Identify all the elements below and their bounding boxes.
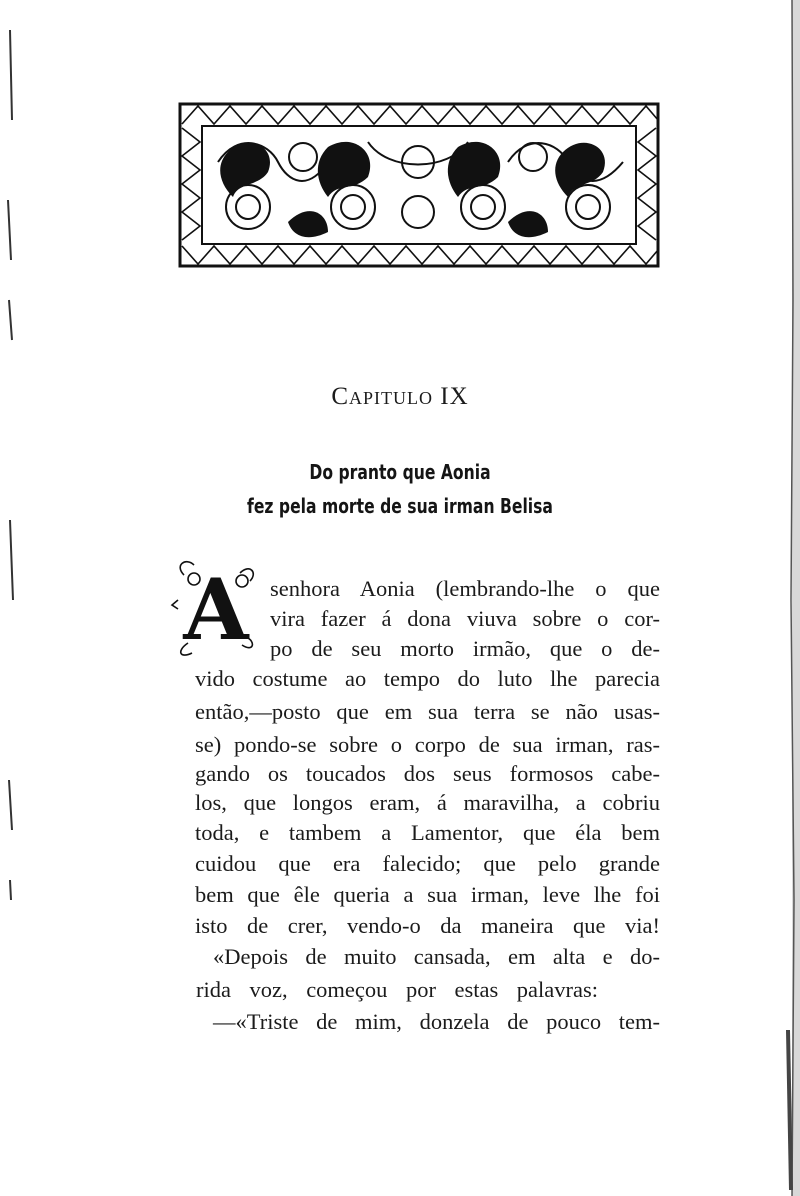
decorative-headpiece: [178, 102, 660, 268]
body-line-8: los, que longos eram, á maravilha, a cobriu: [195, 790, 660, 815]
body-line-4: vido costume ao tempo do luto lhe parecia: [195, 666, 660, 691]
body-line-7: gando os toucados dos seus formosos cabe-: [195, 761, 660, 786]
body-line-5: então,—posto que em sua terra se não usas-: [195, 699, 660, 724]
scan-left-edge: [0, 0, 14, 1196]
body-line-10: cuidou que era falecido; que pelo grande: [195, 851, 660, 876]
body-line-2: vira fazer á dona viuva sobre o cor-: [270, 606, 660, 631]
chapter-heading: Capitulo IX: [331, 383, 469, 410]
body-line-1: senhora Aonia (lembrando-lhe o que: [270, 576, 660, 601]
chapter-subtitle-line-2: fez pela morte de sua irman Belisa: [247, 494, 553, 518]
chapter-subtitle-line-1: Do pranto que Aonia: [309, 460, 491, 484]
body-line-11: bem que êle queria a sua irman, leve lhe foi: [195, 882, 660, 907]
body-line-15: —«Triste de mim, donzela de pouco tem-: [213, 1009, 660, 1034]
drop-cap-letter: A: [183, 560, 249, 659]
body-line-13: «Depois de muito cansada, em alta e do-: [213, 944, 660, 969]
body-line-14: rida voz, começou por estas palavras:: [196, 977, 598, 1002]
body-line-9: toda, e tambem a Lamentor, que éla bem: [195, 820, 660, 845]
drop-cap: [170, 555, 262, 659]
body-line-12: isto de crer, vendo-o da maneira que via!: [195, 913, 660, 938]
body-line-6: se) pondo-se sobre o corpo de sua irman, ras-: [195, 732, 660, 757]
body-line-3: po de seu morto irmão, que o de-: [270, 636, 660, 661]
scan-right-edge: [778, 0, 800, 1196]
